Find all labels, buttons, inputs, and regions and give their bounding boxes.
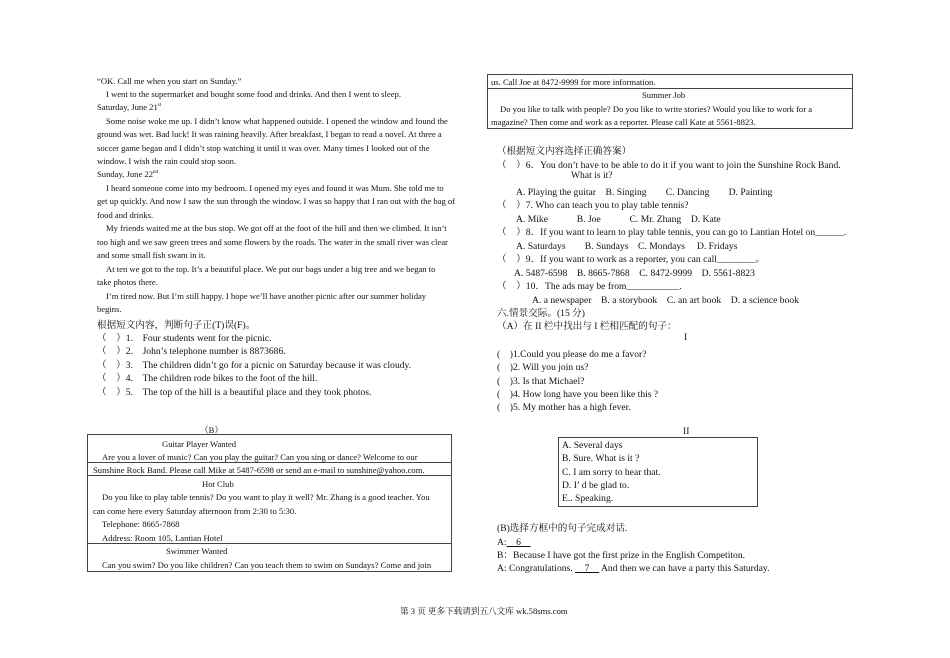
passage-line: I went to the supermarket and bought some food and drinks. And then I went to sleep. — [106, 89, 401, 99]
answer-option: C. I am sorry to hear that. — [562, 467, 661, 478]
dialogue-line: B：Because I have got the first prize in the English Competiton. — [497, 550, 746, 561]
tf-question: （ ）2. John’s telephone number is 8873686. — [97, 346, 286, 357]
mc-question: （ ）7. Who can teach you to play table tennis? — [497, 200, 689, 211]
diary-date-sunday: Sunday, June 22nd — [97, 169, 159, 179]
mc-options: A. 5487-6598 B. 8665-7868 C. 8472-9999 D. 5561-8823 — [514, 268, 755, 279]
divider — [88, 462, 451, 463]
passage-line: begins. — [97, 304, 122, 314]
answer-option: E.. Speaking. — [562, 493, 614, 504]
diary-date-saturday: Saturday, June 21st — [97, 102, 162, 112]
ad-title-swimmer: Swimmer Wanted — [166, 546, 228, 556]
answer-option: D. I’ d be glad to. — [562, 480, 630, 491]
mc-question: （ ）8．If you want to learn to play table tennis, you can go to Lantian Hotel on______. — [497, 227, 847, 238]
section-b-title: (B)选择方框中的句子完成对话. — [497, 523, 628, 534]
passage-line: window. I wish the rain could stop soon. — [97, 156, 237, 166]
ad-text: magazine? Then come and work as a reporter. Please call Kate at 5561-8823. — [491, 117, 756, 127]
passage-line: food and drinks. — [97, 210, 154, 220]
match-item: ( )3. Is that Michael? — [497, 376, 585, 387]
dialogue-line: A: 6 — [497, 537, 531, 548]
ad-text: Can you swim? Do you like children? Can you teach them to swim on Sundays? Come and join — [102, 560, 432, 570]
tf-question: （ ）5. The top of the hill is a beautiful place and they took photos. — [97, 387, 372, 398]
tf-question: （ ）1. Four students went for the picnic. — [97, 333, 272, 344]
passage-line: I heard someone come into my bedroom. I opened my eyes and found it was Mum. She told me to — [106, 183, 444, 193]
section-b-label: （B） — [200, 425, 223, 435]
match-item: ( )4. How long have you been like this ? — [497, 389, 659, 400]
match-item: ( )5. My mother has a high fever. — [497, 402, 631, 413]
ad-text: Do you like to talk with people? Do you like to write stories? Would you like to work for a — [500, 104, 813, 114]
ad-title-summer-job: Summer Job — [642, 90, 686, 100]
divider — [88, 543, 451, 544]
ad-text: can come here every Saturday afternoon from 2:30 to 5:30. — [93, 506, 297, 516]
column-i-label: I — [684, 332, 688, 343]
mc-question-cont: What is it? — [571, 170, 613, 181]
section-6-a-instruction: （A）在 II 栏中找出与 I 栏相匹配的句子： — [497, 321, 677, 332]
passage-line: and some small fish swam in it. — [97, 250, 206, 260]
section-6-title: 六.情景交际。(15 分) — [497, 308, 585, 319]
passage-line: ground was wet. Bad luck! It was raining heavily. After breakfast, I began to read a novel. At three a — [97, 129, 442, 139]
dialogue-line: A: Congratulations. 7 And then we can have a party this Saturday. — [497, 563, 770, 574]
blank-6: 6 — [506, 537, 531, 548]
mc-question: （ ）6．You don’t have to be able to do it if you want to join the Sunshine Rock Band. — [497, 160, 841, 171]
passage-line: Some noise woke me up. I didn’t know what happened outside. I opened the window and found the — [106, 116, 448, 126]
passage-line: soccer game began and I didn’t stop watching it until it was over. Many times I looked out of the — [97, 143, 430, 153]
answer-option: B. Sure. What is it ? — [562, 453, 640, 464]
page-footer: 第 3 页 更多下载请到五八文库 wk.58sms.com — [400, 606, 568, 616]
ad-title-hot-club: Hot Club — [202, 479, 234, 489]
tf-question: （ ）3. The children didn’t go for a picnic on Saturday because it was cloudy. — [97, 360, 412, 371]
ad-text: Sunshine Rock Band. Please call Mike at 5487-6598 or send an e-mail to sunshine@yahoo.com. — [93, 465, 425, 475]
passage-line: I’m tired now. But I’m still happy. I hope we’ll have another picnic after our summer holiday — [106, 291, 427, 301]
ad-text: Are you a lover of music? Can you play the guitar? Can you sing or dance? Welcome to our — [102, 452, 418, 462]
mc-instruction: （根据短文内容选择正确答案） — [497, 146, 632, 157]
passage-line: take photos there. — [97, 277, 158, 287]
mc-options: A. Mike B. Joe C. Mr. Zhang D. Kate — [516, 214, 721, 225]
ad-text: us. Call Joe at 8472-9999 for more information. — [491, 77, 656, 87]
divider — [88, 475, 451, 476]
mc-question: （ ）10．The ads may be from___________. — [497, 281, 682, 292]
tf-instruction: 根据短文内容，判断句子正(T)误(F)。 — [97, 320, 256, 331]
mc-options: A. Saturdays B. Sundays C. Mondays D. Fridays — [516, 241, 738, 252]
column-ii-label: II — [683, 426, 690, 437]
match-item: ( )1.Could you please do me a favor? — [497, 349, 647, 360]
ad-address: Address: Room 105, Lantian Hotel — [102, 533, 223, 543]
answer-option: A. Several days — [562, 440, 623, 451]
mc-options: A. Playing the guitar B. Singing C. Dancing D. Painting — [516, 187, 773, 198]
ad-title-guitar: Guitar Player Wanted — [162, 439, 237, 449]
passage-line: My friends waited me at the bus stop. We got off at the foot of the hill and then we climbed. It isn’t — [106, 223, 447, 233]
blank-7: 7 — [575, 563, 600, 574]
passage-line: “OK. Call me when you start on Sunday.” — [97, 76, 242, 86]
mc-question: （ ）9．If you want to work as a reporter, you can call________。 — [497, 254, 765, 265]
divider — [488, 88, 852, 89]
passage-line: too high and we saw green trees and some flowers by the roads. The water in the small river was clear — [97, 237, 448, 247]
mc-options: A. a newspaper B. a storybook C. an art book D. a science book — [532, 295, 799, 306]
match-item: ( )2. Will you join us? — [497, 362, 589, 373]
passage-line: At ten we got to the top. It’s a beautiful place. We put our bags under a big tree and we began to — [106, 264, 436, 274]
tf-question: （ ）4. The children rode bikes to the foot of the hill. — [97, 373, 318, 384]
ad-telephone: Telephone: 8665-7868 — [102, 519, 180, 529]
passage-line: get up quickly. And now I saw the sun through the window. I was so happy that I ran out with the bag of — [97, 196, 456, 206]
ad-text: Do you like to play table tennis? Do you want to play it well? Mr. Zhang is a good teacher. You — [102, 492, 430, 502]
